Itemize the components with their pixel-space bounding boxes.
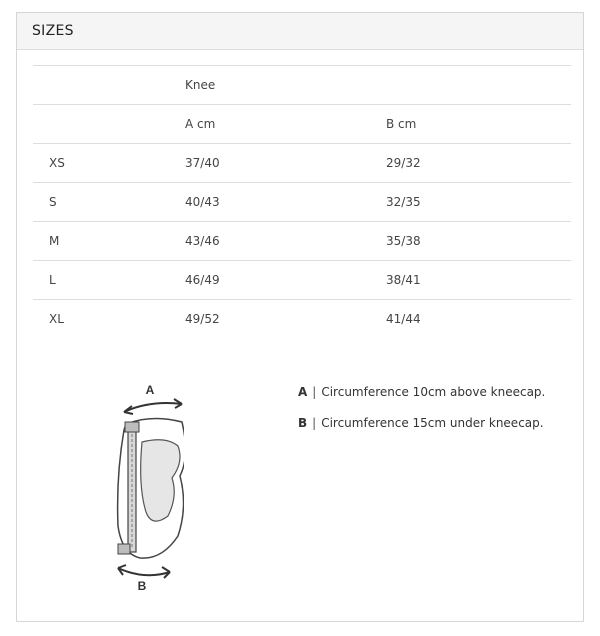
a-cell: 49/52 xyxy=(185,300,386,339)
knee-brace-diagram xyxy=(92,366,184,592)
size-cell: S xyxy=(33,183,185,222)
knee-brace-icon xyxy=(92,366,184,592)
table-row xyxy=(33,183,571,222)
bottom-strap-tab xyxy=(118,544,130,554)
size-cell: XS xyxy=(33,144,185,183)
legend-item-b xyxy=(298,407,545,438)
b-cell: 41/44 xyxy=(386,300,571,339)
a-cell: 43/46 xyxy=(185,222,386,261)
legend-key: B xyxy=(298,415,308,430)
a-cell: 40/43 xyxy=(185,183,386,222)
column-header-b: B cm xyxy=(386,105,571,144)
column-header-a: A cm xyxy=(185,105,386,144)
label-b: B xyxy=(137,579,147,592)
arrow-a xyxy=(124,403,182,412)
size-cell: XL xyxy=(33,300,185,339)
measurement-legend xyxy=(298,376,545,438)
a-cell: 46/49 xyxy=(185,261,386,300)
table-row xyxy=(33,300,571,339)
table-group-header-row xyxy=(33,66,571,105)
table-row xyxy=(33,222,571,261)
b-cell: 35/38 xyxy=(386,222,571,261)
legend-item-a xyxy=(298,376,545,407)
label-a: A xyxy=(145,383,155,397)
b-cell: 38/41 xyxy=(386,261,571,300)
table-group-header: Knee xyxy=(185,66,571,105)
top-strap-tab xyxy=(125,422,139,432)
table-column-header-row xyxy=(33,105,571,144)
table-row xyxy=(33,144,571,183)
legend-text: Circumference 15cm under kneecap. xyxy=(321,415,544,430)
table-header-empty xyxy=(33,66,185,105)
legend-separator: | xyxy=(312,384,317,399)
size-table xyxy=(33,65,571,338)
table-header-empty xyxy=(33,105,185,144)
a-cell: 37/40 xyxy=(185,144,386,183)
size-cell: L xyxy=(33,261,185,300)
legend-separator: | xyxy=(312,415,317,430)
legend-text: Circumference 10cm above kneecap. xyxy=(321,384,546,399)
size-cell: M xyxy=(33,222,185,261)
arrow-b xyxy=(118,568,170,575)
b-cell: 32/35 xyxy=(386,183,571,222)
legend-key: A xyxy=(298,384,308,399)
table-row xyxy=(33,261,571,300)
panel-title: SIZES xyxy=(17,13,583,50)
b-cell: 29/32 xyxy=(386,144,571,183)
